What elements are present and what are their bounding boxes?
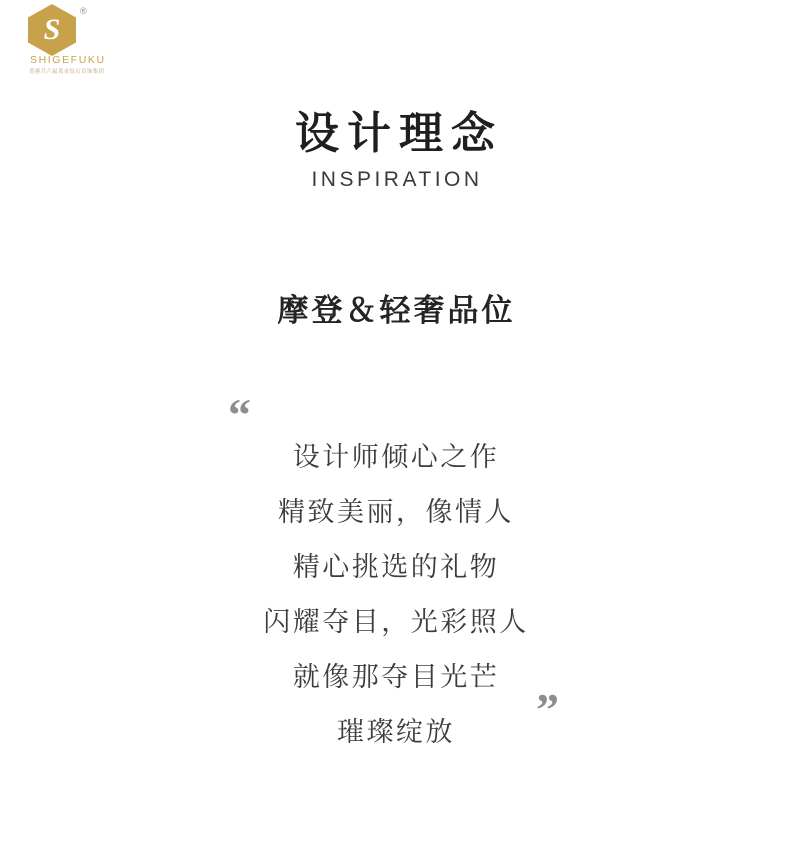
logo-letter: S (43, 13, 61, 46)
quote-line: 精心挑选的礼物 (292, 552, 500, 582)
brand-subtitle: 香港共六福黄金钻石首饰集团 (29, 69, 105, 75)
brand-name: SHIGEFUKU (30, 54, 106, 66)
quote-close-icon: ” (536, 684, 559, 735)
quote-open-icon: “ (228, 389, 251, 440)
quote-line: 设计师倾心之作 (292, 442, 500, 472)
section-subtitle: 摩登＆轻奢品位 (277, 293, 516, 328)
page-title-english: INSPIRATION (311, 168, 483, 192)
quote-line: 闪耀夺目，光彩照人 (263, 607, 529, 637)
brand-logo (28, 4, 106, 75)
brand-header (0, 0, 790, 78)
quote-line: 璀璨绽放 (337, 717, 455, 747)
quote-line: 精致美丽，像情人 (278, 497, 514, 527)
quote-line: 就像那夺目光芒 (292, 662, 500, 692)
quote-block (0, 389, 790, 760)
page-title: 设计理念 (295, 109, 503, 158)
quote-lines (0, 389, 790, 760)
title-block (0, 110, 790, 192)
registered-trademark-icon: ® (80, 6, 87, 16)
